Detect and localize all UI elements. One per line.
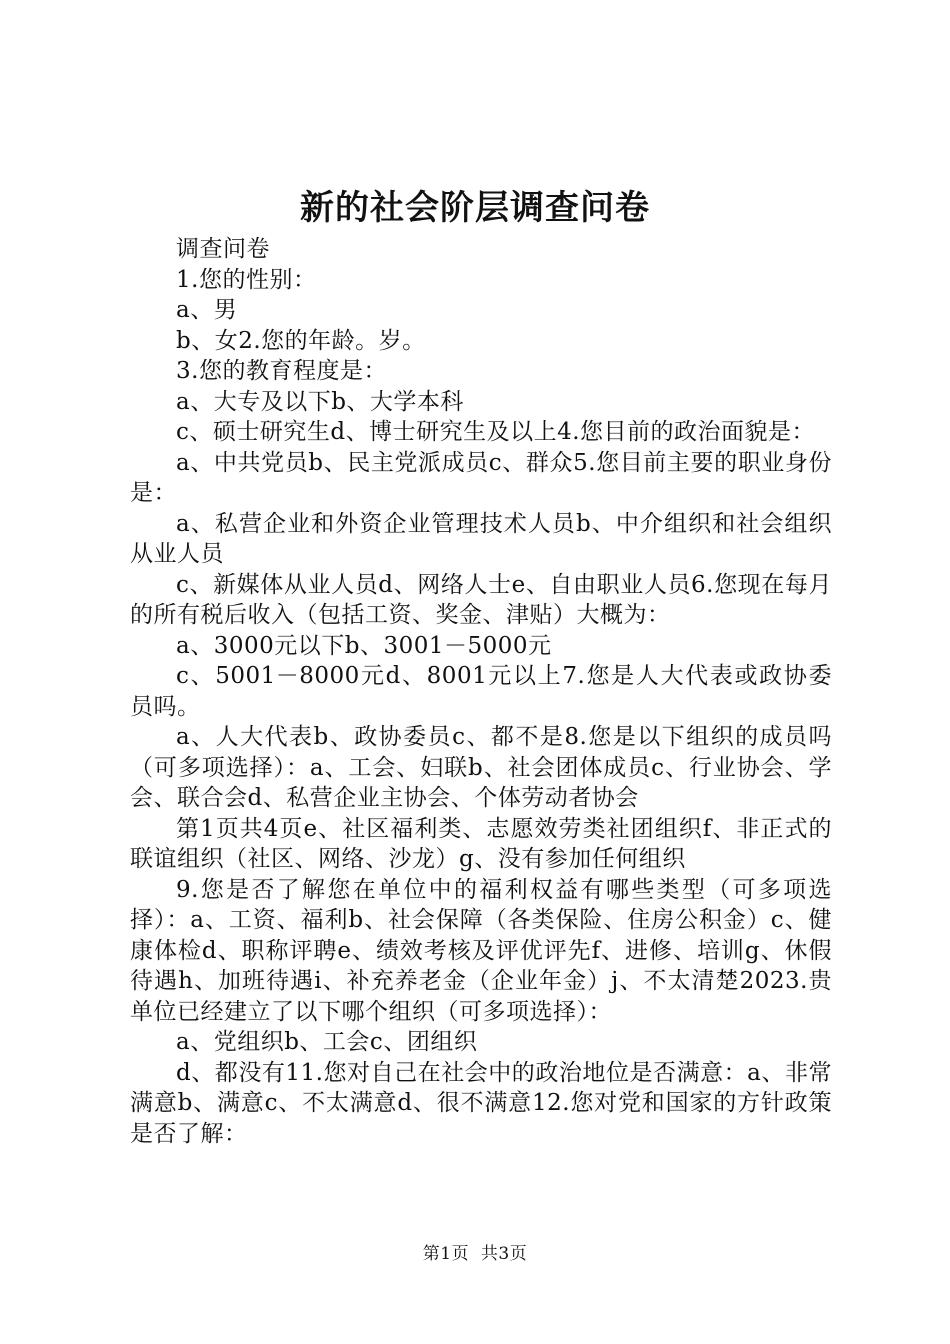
- paragraph: c、硕士研究生d、博士研究生及以上4.您目前的政治面貌是：: [176, 419, 816, 445]
- paragraph: 3.您的教育程度是：: [176, 358, 387, 384]
- paragraph: a、大专及以下b、大学本科: [176, 388, 464, 415]
- page-footer: [0, 1242, 950, 1266]
- paragraph: a、党组织b、工会c、团组织: [176, 1029, 478, 1055]
- paragraph: c、新媒体从业人员d、网络人士e、自由职业人员6.您现在每月的所有税后收入（包括工资、奖金、津贴）大概为：: [130, 571, 832, 628]
- paragraph: a、男: [176, 297, 238, 323]
- paragraph: a、中共党员b、民主党派成员c、群众5.您目前主要的职业身份是：: [130, 449, 832, 506]
- paragraph: c、5001－8000元d、8001元以上7.您是人大代表或政协委员吗。: [130, 663, 832, 720]
- paragraph: a、人大代表b、政协委员c、都不是8.您是以下组织的成员吗（可多项选择）：a、工会、妇联b、社会团体成员c、行业协会、学会、联合会d、私营企业主协会、个体劳动者协会: [130, 724, 832, 811]
- document-title: 新的社会阶层调查问卷: [300, 188, 650, 228]
- document-body: [130, 234, 832, 1149]
- paragraph: 9.您是否了解您在单位中的福利权益有哪些类型（可多项选择）：a、工资、福利b、社会保障（各类保险、住房公积金）c、健康体检d、职称评聘e、绩效考核及评优评先f、进修、培训g、休假待遇h、加班待遇i、补充养老金（企业年金）j、不太清楚2023.贵单位已经建立了以下哪个组织（可多项选择）：: [130, 876, 832, 1025]
- page-total: 共3页: [480, 1244, 528, 1264]
- paragraph: a、3000元以下b、3001－5000元: [176, 632, 552, 659]
- paragraph: 1.您的性别：: [176, 266, 317, 293]
- paragraph: a、私营企业和外资企业管理技术人员b、中介组织和社会组织从业人员: [130, 510, 832, 567]
- paragraph: 调查问卷: [176, 236, 270, 262]
- paragraph: b、女2.您的年龄。岁。: [176, 327, 426, 354]
- paragraph: 第1页共4页e、社区福利类、志愿效劳类社团组织f、非正式的联谊组织（社区、网络、沙龙）g、没有参加任何组织: [130, 815, 832, 872]
- page-number: 第1页: [422, 1244, 470, 1264]
- paragraph: d、都没有11.您对自己在社会中的政治地位是否满意：a、非常满意b、满意c、不太满意d、很不满意12.您对党和国家的方针政策是否了解：: [130, 1059, 832, 1147]
